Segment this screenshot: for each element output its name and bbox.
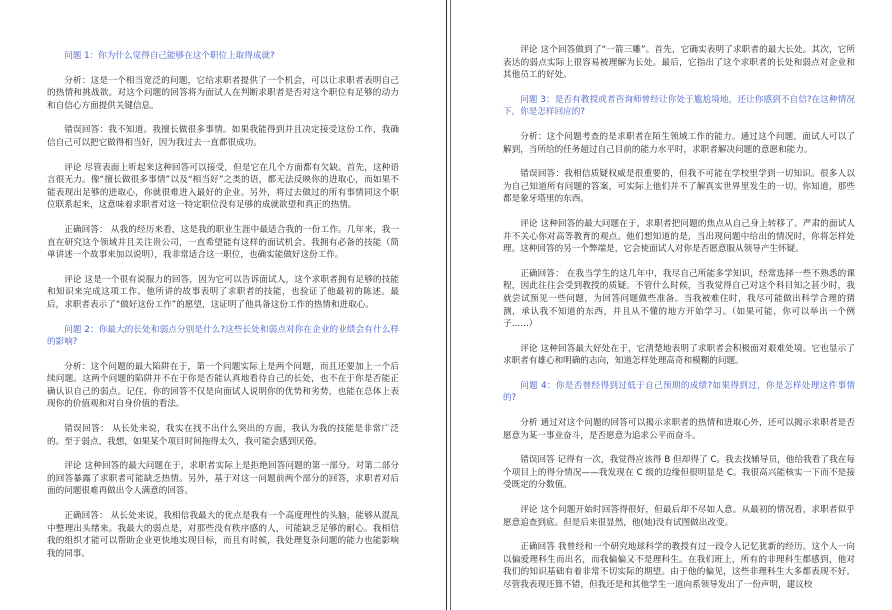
right-page-text-column: [503, 44, 855, 604]
left-page-text-column: [47, 50, 399, 572]
comment-paragraph: 评论 这是一个很有说服力的回答，因为它可以告诉面试人，这个求职者拥有足够的技能和知识来完成这项工作。他所讲的故事表明了求职者的技能，也验证了他最初的陈述。最后，求职者表示了“做好这份工作”的愿望，这证明了他具备这份工作的热情和进取心。: [47, 274, 399, 310]
comment-paragraph: 评论 这个问题开始时回答得很好，但最后却不尽如人意。从最初的情况看，求职者似乎愿意追查到底。但是后来很显然，他(她)没有试图做出改变。: [503, 505, 855, 528]
question-heading: 问题 2：你最大的长处和弱点分别是什么?这些长处和弱点对你在企业的业绩会有什么样的影响?: [47, 324, 399, 348]
question-heading: 问题 3：是否有教授或者咨询师曾经让你处于尴尬境地，还让你感到不自信?在这种情况下，你是怎样回应的?: [503, 94, 855, 118]
comment-paragraph: 评论 这种回答的最大问题在于，求职者实际上是拒绝回答问题的第一部分。对第二部分的回答暴露了求职者可能缺乏热情。另外，基于对这一问题前两个部分的回答，求职者对后面的问题很难再做出令人满意的回答。: [47, 461, 399, 497]
analysis-paragraph: 分析：这是一个相当宽泛的问题，它给求职者提供了一个机会，可以让求职者表明自己的热情和挑战欲。对这个问题的回答将为面试人在判断求职者是否对这个职位有足够的动力和自信心方面提供关键信息。: [47, 75, 399, 111]
comment-paragraph: 评论 这个回答做到了“一箭三雕”。首先，它确实表明了求职者的最大长处。其次，它所表达的弱点实际上很容易被理解为长处。最后，它指出了这个求职者的长处和弱点对企业和其他员工的好处。: [503, 45, 855, 81]
analysis-paragraph: 分析 通过对这个问题的回答可以揭示求职者的热情和进取心外，还可以揭示求职者是否愿意为某一事业奋斗，是否愿意为追求公平而奋斗。: [503, 418, 855, 441]
correct-answer-paragraph: 正确回答 我曾经和一个研究地球科学的教授有过一段令人记忆犹新的经历。这个人一向以偏爱理科生而出名，而我偏偏又不是理科生。在我们班上，所有的非理科生都感到，他对我们的知识基础有着非常不切实际的期望。由于他的偏见，这些非理科生大多都表现不好。尽管我表现还算不错，但我还是和其他学生一道向系领导发出了一份声明，建议校: [503, 542, 855, 590]
question-heading: 问题 4：你是否曾经得到过低于自己预期的成绩?如果得到过，你是怎样处理这件事情的?: [503, 380, 855, 404]
analysis-paragraph: 分析：这个问题的最大陷阱在于，第一个问题实际上是两个问题，而且还要加上一个后续问题。这两个问题的陷阱并不在于你是否能认真地看待自己的长处，也不在于你是否能正确认识自己的弱点。记住，你的回答不仅是向面试人说明你的优势和劣势，也能在总体上表现你的价值观和对自身价值的看法。: [47, 361, 399, 410]
wrong-answer-paragraph: 错误回答： 从长处来说，我实在找不出什么突出的方面，我认为我的技能是非常广泛的。至于弱点，我想，如果某个项目时间拖得太久，我可能会感到厌倦。: [47, 424, 399, 447]
wrong-answer-paragraph: 错误回答：我不知道。我擅长做很多事情。如果我能得到并且决定接受这份工作，我确信自己可以把它做得相当好，因为我过去一直都很成功。: [47, 125, 399, 148]
wrong-answer-paragraph: 错误回答：我相信质疑权威是很重要的，但我不可能在学校里学到一切知识。很多人以为自己知道所有问题的答案，可实际上他们并不了解真实世界里发生的一切。你知道，那些都是象牙塔里的东西。: [503, 169, 855, 205]
page-edge-divider: [446, 0, 447, 610]
comment-paragraph: 评论 尽管表面上听起来这种回答可以接受，但是它在几个方面都有欠缺。首先，这种语言很无力。像“擅长做很多事情”以及“相当好”之类的语，都无法反映你的进取心，而如果不能表现出足够的进取心，你就很难进入最好的企业。另外，将过去做过的所有事情同这个职位联系起来，这意味着求职者对这一特定职位没有足够的成就欲望和真正的热情。: [47, 162, 399, 211]
comment-paragraph: 评论 这种回答的最大问题在于，求职者把问题的焦点从自己身上转移了。严肃的面试人并不关心你对高等教育的观点。他们想知道的是，当出现问题中给出的情况时，你将怎样处理。这种回答的另一个弊端是，它会使面试人对你是否愿意服从领导产生怀疑。: [503, 218, 855, 255]
wrong-answer-paragraph: 错误回答 记得有一次，我觉得应该得 B 但却得了 C。我去找辅导员，他给我看了我在每个项目上的得分情况——我发现在 C 级的边缘但很明显是 C。我很高兴能核实一下而不是接受既定的分数值。: [503, 455, 855, 491]
correct-answer-paragraph: 正确回答： 从长处来说，我相信我最大的优点是我有一个高度理性的头脑，能够从混乱中整理出头绪来。我最大的弱点是，对那些没有秩序感的人，可能缺乏足够的耐心。我相信我的组织才能可以帮助企业更快地实现目标，而且有时候，我处理复杂问题的能力也能影响我的同事。: [47, 511, 399, 559]
comment-paragraph: 评论 这种回答最大好处在于，它清楚地表明了求职者会积极面对艰难处境。它也显示了求职者有雄心和明确的志向，知道怎样处理高奇和模糊的问题。: [503, 343, 855, 367]
correct-answer-paragraph: 正确回答： 从我的经历来看，这是我的职业生涯中最适合我的一份工作。几年来，我一直在研究这个领域并且关注贵公司，一直希望能有这样的面试机会。我拥有必备的技能（简单讲述一个故事来加以说明），我非常适合这一职位，也确实能做好这份工作。: [47, 224, 399, 261]
right-document-page: [451, 0, 892, 610]
question-heading: 问题 1：你为什么觉得自己能够在这个职位上取得成就?: [64, 51, 275, 61]
analysis-paragraph: 分析：这个问题考查的是求职者在陌生领域工作的能力。通过这个问题，面试人可以了解到，当所给的任务超过自己目前的能力水平时，求职者解决问题的意愿和能力。: [503, 131, 855, 155]
correct-answer-paragraph: 正确回答： 在我当学生的这几年中，我尽自己所能多学知识，经常选择一些不熟悉的课程，因此往往会受到教授的质疑。不管什么时候，当我觉得自己对这个科目知之甚少时，我就尝试预见一些问题，为回答问题做些准备。当我被难住时，我尽可能做出科学合理的猜测，承认我不知道的东西，并且从不懂的地方开始学习。（如果可能，你可以举出一个例子……）: [503, 268, 855, 330]
